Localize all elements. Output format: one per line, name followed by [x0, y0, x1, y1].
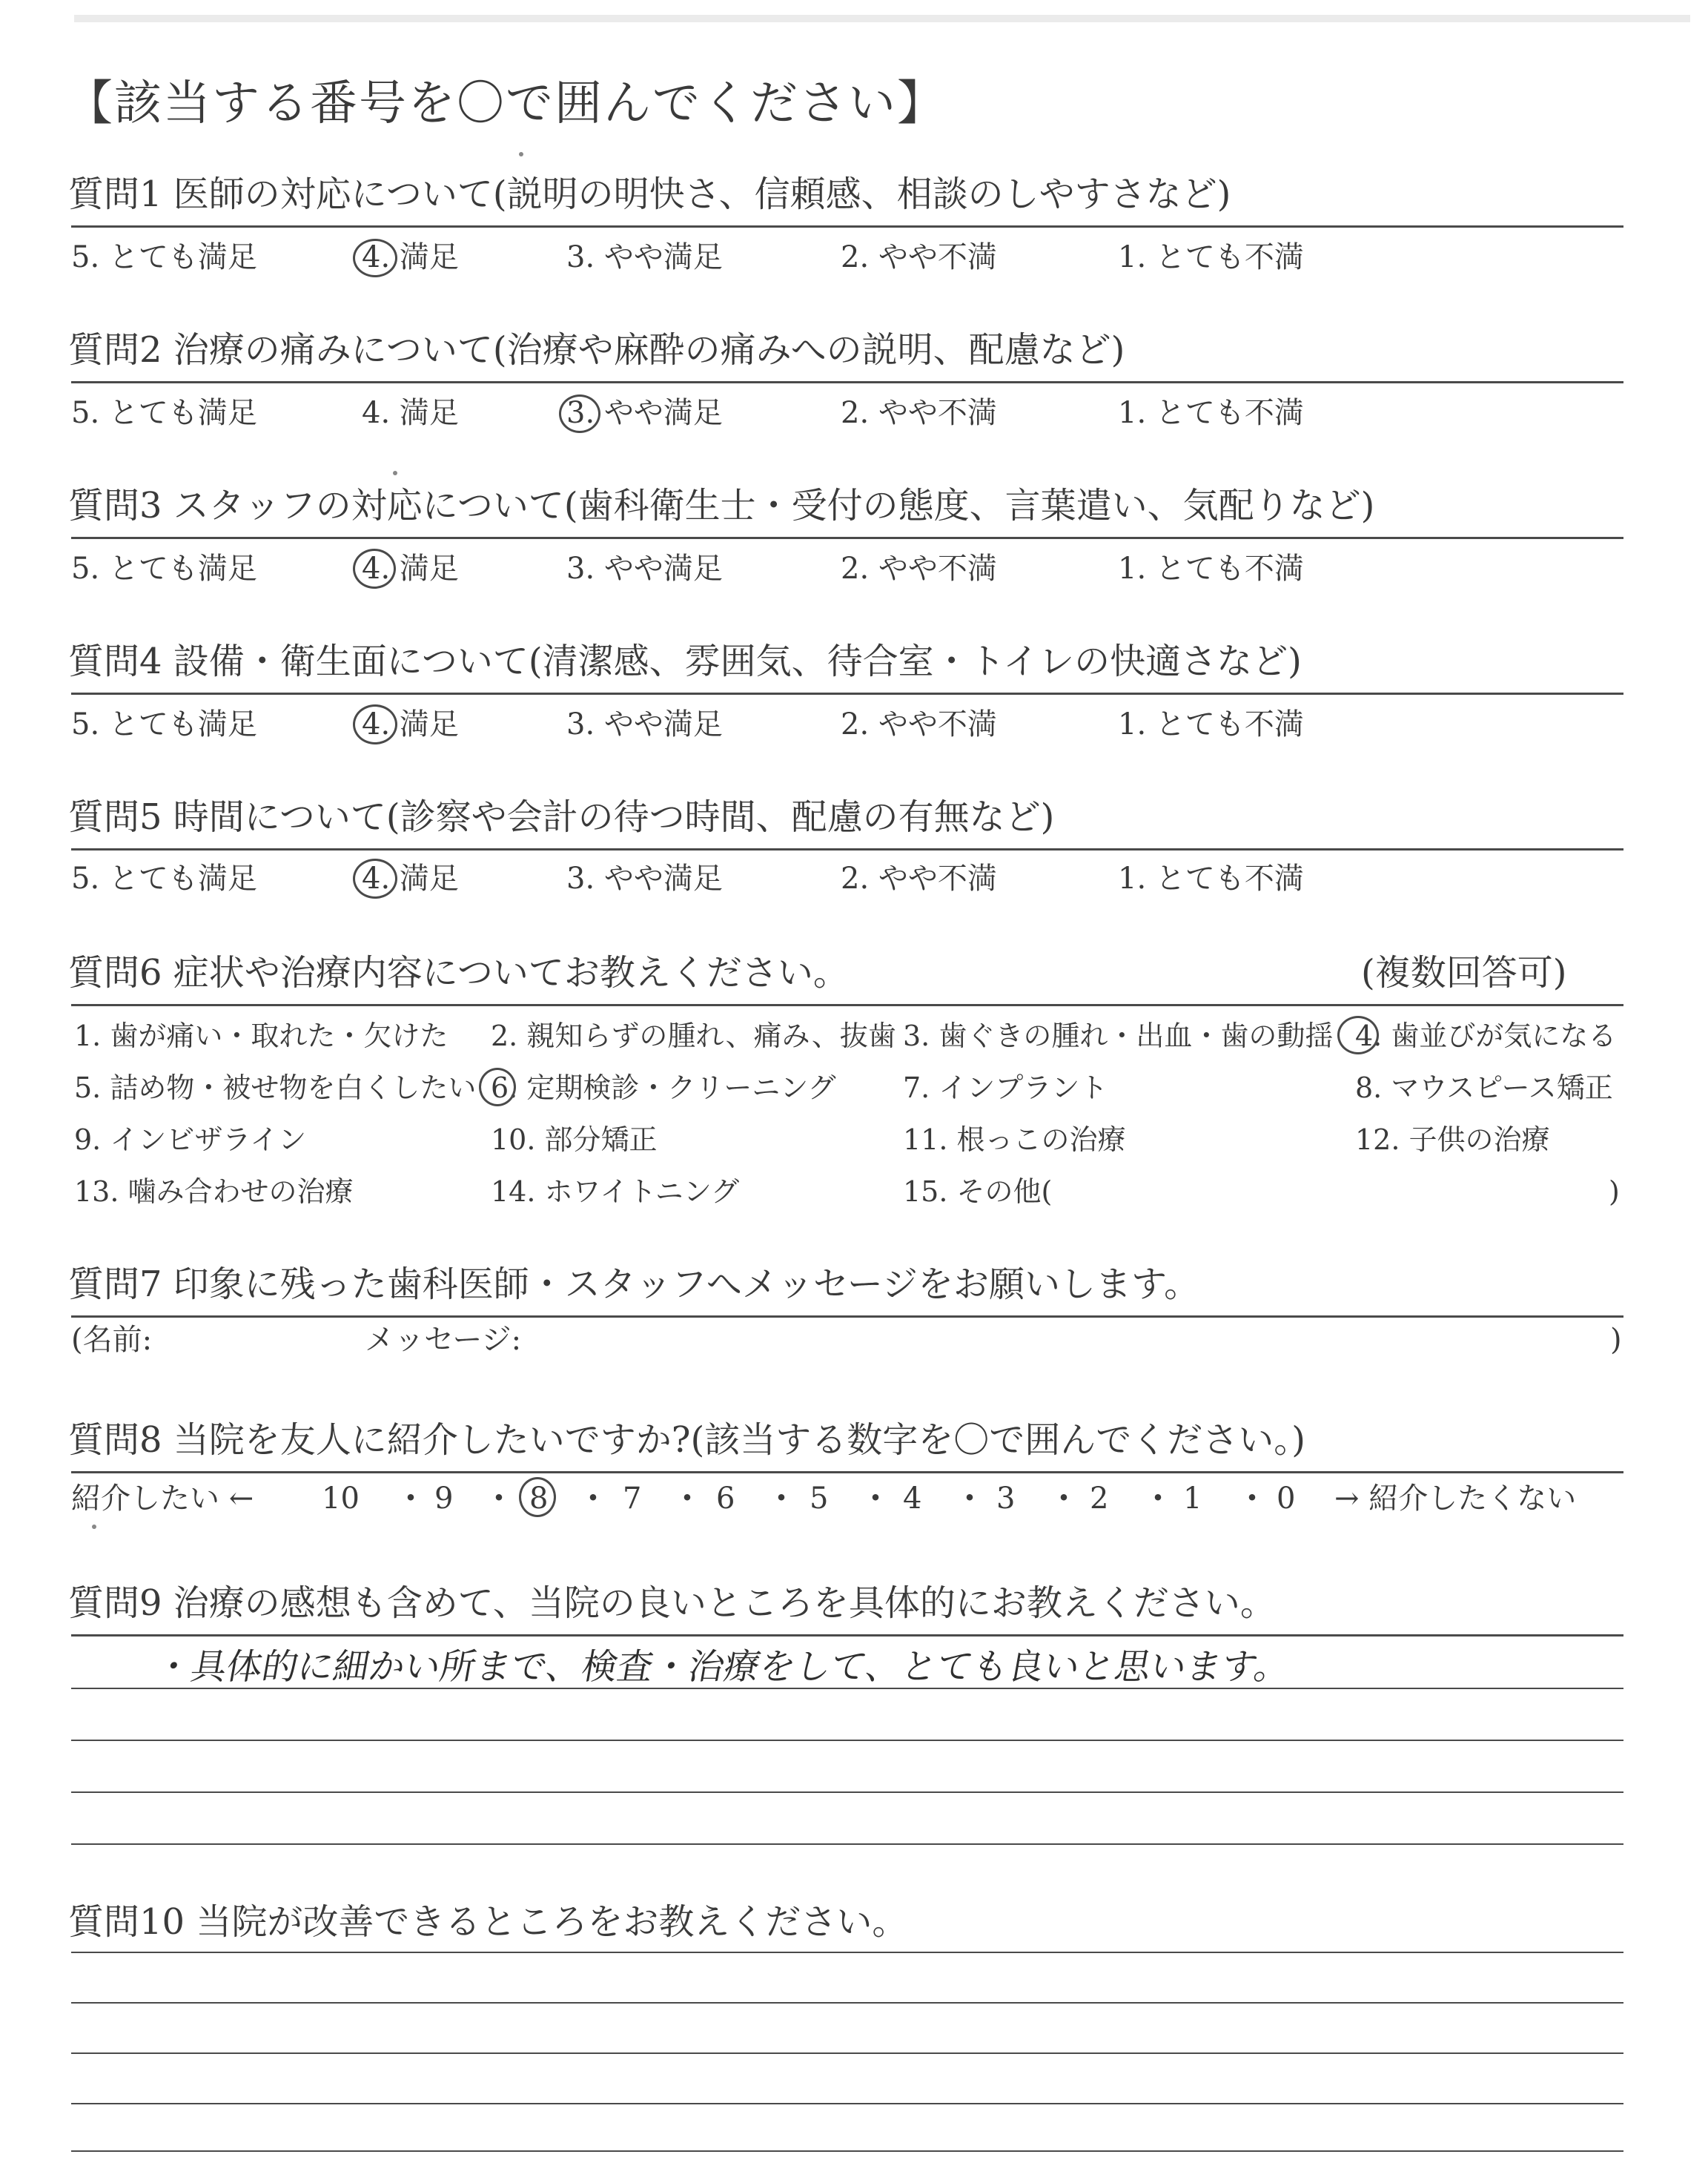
q6-option-3[interactable]: 3. 歯ぐきの腫れ・出血・歯の動揺 — [903, 1020, 1334, 1052]
q8-scale-9[interactable]: 9 — [434, 1482, 454, 1516]
separator-dot: ・ — [1141, 1479, 1175, 1519]
separator-dot: ・ — [576, 1479, 610, 1519]
q8-scale-8[interactable]: 8 — [529, 1482, 549, 1516]
q8-scale-6[interactable]: 6 — [716, 1482, 735, 1516]
q2-option-5[interactable]: 5. とても満足 — [71, 396, 257, 430]
rule — [71, 1471, 1623, 1473]
q3-option-5[interactable]: 5. とても満足 — [71, 552, 257, 586]
q6-option-10[interactable]: 10. 部分矯正 — [491, 1123, 658, 1156]
q8-left-label: 紹介したい ← — [71, 1482, 254, 1516]
q8-scale-4[interactable]: 4 — [903, 1482, 922, 1516]
q5-option-4[interactable]: 4. 満足 — [362, 862, 459, 896]
q8-scale-1[interactable]: 1 — [1183, 1482, 1202, 1516]
separator-dot: ・ — [394, 1479, 428, 1519]
question-7-label: 質問7 印象に残った歯科医師・スタッフへメッセージをお願いします。 — [68, 1264, 1200, 1305]
question-1-label: 質問1 医師の対応について(説明の明快さ、信頼感、相談のしやすさなど) — [68, 174, 1231, 215]
q6-option-13[interactable]: 13. 噛み合わせの治療 — [74, 1175, 354, 1208]
q2-option-4[interactable]: 4. 満足 — [362, 396, 459, 430]
q8-selection-circle — [519, 1477, 556, 1517]
q6-option-12[interactable]: 12. 子供の治療 — [1355, 1123, 1550, 1156]
rule — [71, 537, 1623, 539]
q1-option-1[interactable]: 1. とても不満 — [1118, 240, 1304, 274]
answer-line — [71, 1688, 1623, 1689]
q6-option-14[interactable]: 14. ホワイトニング — [491, 1175, 740, 1208]
q8-scale-3[interactable]: 3 — [996, 1482, 1016, 1516]
q7-close-paren: ) — [1610, 1323, 1622, 1357]
q2-selection-circle — [559, 394, 600, 433]
answer-line — [71, 2150, 1623, 2152]
question-3-label: 質問3 スタッフの対応について(歯科衛生士・受付の態度、言葉遣い、気配りなど) — [68, 485, 1375, 526]
q8-scale-10[interactable]: 10 — [322, 1482, 360, 1516]
question-6-label: 質問6 症状や治療内容についてお教えください。 — [68, 952, 849, 994]
q6-option-15[interactable]: 15. その他( — [903, 1175, 1053, 1208]
q4-option-4[interactable]: 4. 満足 — [362, 707, 459, 742]
q6-option-5[interactable]: 5. 詰め物・被せ物を白くしたい — [74, 1071, 477, 1104]
q6-selection-circle-4 — [1337, 1016, 1379, 1054]
scan-speck — [393, 471, 397, 475]
question-10-label: 質問10 当院が改善できるところをお教えください。 — [68, 1901, 908, 1943]
q7-message-label[interactable]: メッセージ: — [365, 1323, 522, 1357]
q1-option-4[interactable]: 4. 満足 — [362, 240, 459, 274]
q8-right-label: → 紹介したくない — [1334, 1482, 1577, 1516]
q2-option-1[interactable]: 1. とても不満 — [1118, 396, 1304, 430]
rule — [71, 1315, 1623, 1318]
q6-option-7[interactable]: 7. インプラント — [903, 1071, 1108, 1104]
q6-other-close-paren: ) — [1609, 1175, 1620, 1208]
q3-option-4[interactable]: 4. 満足 — [362, 552, 459, 586]
separator-dot: ・ — [670, 1479, 704, 1519]
q5-option-2[interactable]: 2. やや不満 — [841, 862, 997, 896]
separator-dot: ・ — [764, 1479, 798, 1519]
q4-selection-circle — [353, 704, 397, 744]
q6-option-4[interactable]: 4. 歯並びが気になる — [1355, 1020, 1617, 1052]
scan-speck — [92, 1525, 96, 1529]
rule — [71, 848, 1623, 851]
q6-option-2[interactable]: 2. 親知らずの腫れ、痛み、抜歯 — [491, 1020, 896, 1052]
q9-handwritten-answer[interactable]: ・具体的に細かい所まで、検査・治療をして、とても良いと思います。 — [152, 1646, 1294, 1688]
q2-option-3[interactable]: 3. やや満足 — [566, 396, 723, 430]
q4-option-2[interactable]: 2. やや不満 — [841, 707, 997, 742]
q5-selection-circle — [353, 859, 397, 899]
q4-option-1[interactable]: 1. とても不満 — [1118, 707, 1304, 742]
q8-scale-5[interactable]: 5 — [810, 1482, 829, 1516]
scan-edge — [74, 15, 1690, 22]
separator-dot: ・ — [953, 1479, 987, 1519]
q3-option-2[interactable]: 2. やや不満 — [841, 552, 997, 586]
q8-scale-0[interactable]: 0 — [1277, 1482, 1296, 1516]
rule — [71, 1634, 1623, 1636]
q6-option-9[interactable]: 9. インビザライン — [74, 1123, 307, 1156]
q8-scale-2[interactable]: 2 — [1090, 1482, 1109, 1516]
q5-option-5[interactable]: 5. とても満足 — [71, 862, 257, 896]
rule — [71, 225, 1623, 228]
question-4-label: 質問4 設備・衛生面について(清潔感、雰囲気、待合室・トイレの快適さなど) — [68, 641, 1302, 682]
answer-line — [71, 2103, 1623, 2104]
question-5-label: 質問5 時間について(診察や会計の待つ時間、配慮の有無など) — [68, 796, 1055, 838]
q1-option-5[interactable]: 5. とても満足 — [71, 240, 257, 274]
q1-option-3[interactable]: 3. やや満足 — [566, 240, 723, 274]
rule — [71, 693, 1623, 695]
answer-line — [71, 1843, 1623, 1845]
separator-dot: ・ — [1235, 1479, 1269, 1519]
q3-option-3[interactable]: 3. やや満足 — [566, 552, 723, 586]
q8-scale-7[interactable]: 7 — [623, 1482, 642, 1516]
q3-option-1[interactable]: 1. とても不満 — [1118, 552, 1304, 586]
question-2-label: 質問2 治療の痛みについて(治療や麻酔の痛みへの説明、配慮など) — [68, 329, 1125, 371]
question-8-label: 質問8 当院を友人に紹介したいですか?(該当する数字を〇で囲んでください。) — [68, 1419, 1305, 1461]
separator-dot: ・ — [482, 1479, 516, 1519]
q2-option-2[interactable]: 2. やや不満 — [841, 396, 997, 430]
q1-option-2[interactable]: 2. やや不満 — [841, 240, 997, 274]
q1-selection-circle — [353, 239, 397, 277]
q5-option-1[interactable]: 1. とても不満 — [1118, 862, 1304, 896]
answer-line — [71, 1791, 1623, 1793]
q6-selection-circle-6 — [479, 1068, 516, 1106]
question-6-note: (複数回答可) — [1361, 952, 1567, 994]
page-title: 【該当する番号を〇で囲んでください】 — [65, 76, 946, 131]
separator-dot: ・ — [858, 1479, 893, 1519]
answer-line — [71, 2002, 1623, 2004]
q3-selection-circle — [353, 549, 396, 589]
answer-line — [71, 2052, 1623, 2054]
q5-option-3[interactable]: 3. やや満足 — [566, 862, 723, 896]
separator-dot: ・ — [1047, 1479, 1081, 1519]
q6-option-6[interactable]: 6. 定期検診・クリーニング — [491, 1071, 836, 1104]
q6-option-1[interactable]: 1. 歯が痛い・取れた・欠けた — [74, 1020, 448, 1052]
q6-option-11[interactable]: 11. 根っこの治療 — [903, 1123, 1126, 1156]
q6-option-8[interactable]: 8. マウスピース矯正 — [1355, 1071, 1613, 1104]
q4-option-3[interactable]: 3. やや満足 — [566, 707, 723, 742]
scan-speck — [519, 152, 523, 156]
q4-option-5[interactable]: 5. とても満足 — [71, 707, 257, 742]
answer-line — [71, 1740, 1623, 1741]
q7-name-label[interactable]: (名前: — [71, 1323, 153, 1357]
answer-line — [71, 1952, 1623, 1953]
rule — [71, 381, 1623, 383]
question-9-label: 質問9 治療の感想も含めて、当院の良いところを具体的にお教えください。 — [68, 1582, 1276, 1624]
rule — [71, 1004, 1623, 1006]
